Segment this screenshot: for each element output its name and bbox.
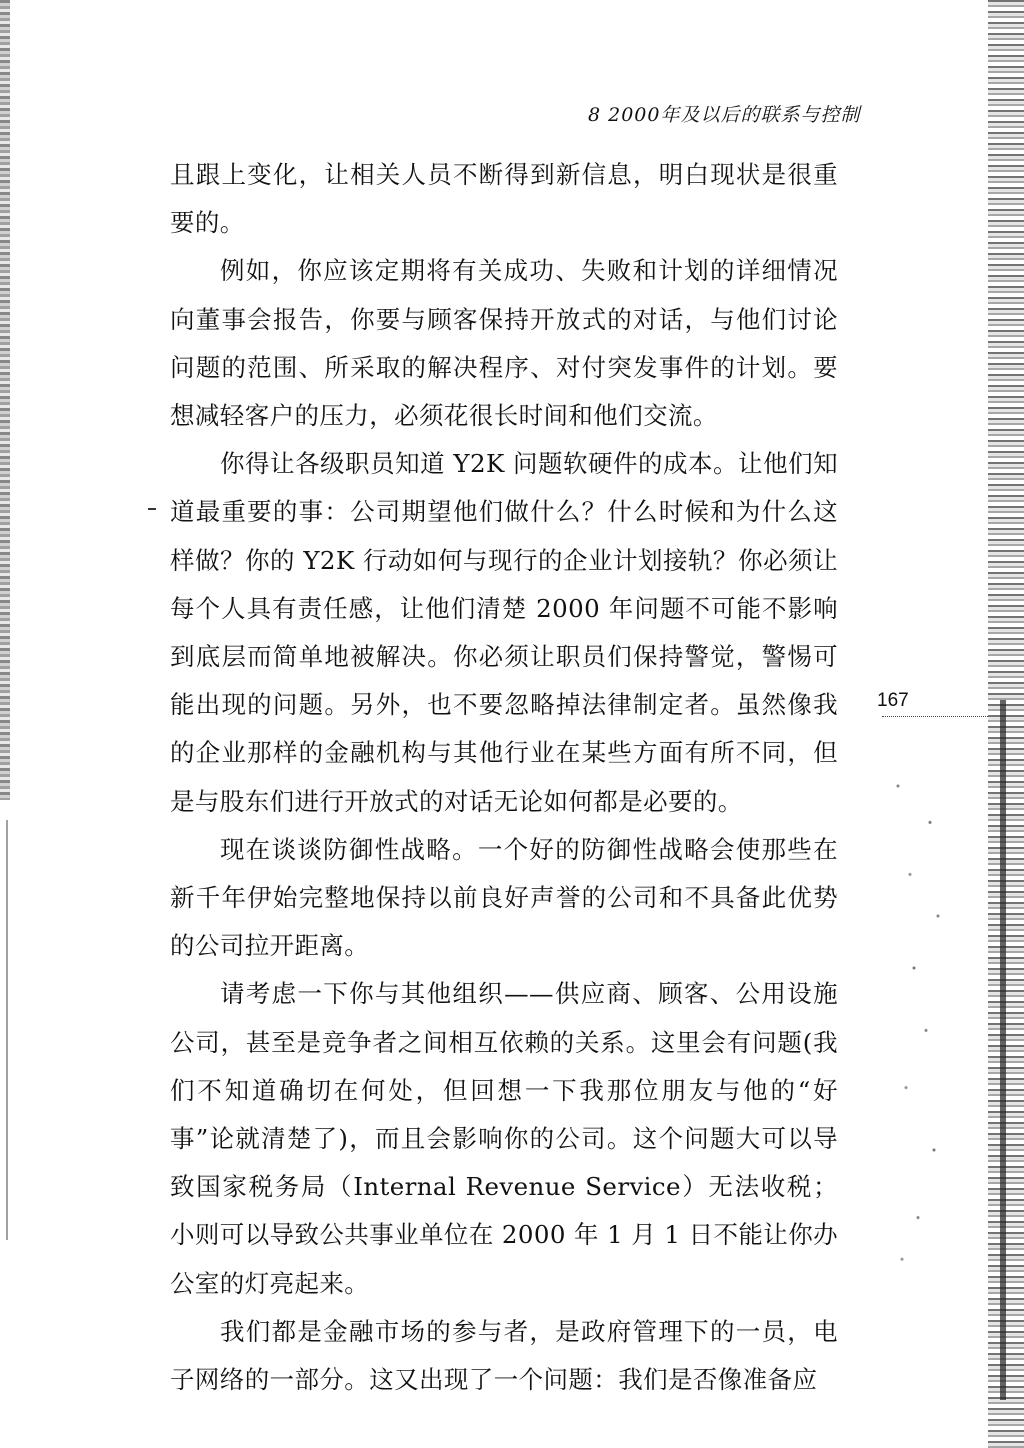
paragraph: 你得让各级职员知道 Y2K 问题软硬件的成本。让他们知道最重要的事：公司期望他们做什么？什么时候和为什么这样做？你的 Y2K 行动如何与现行的企业计划接轨？你必须让每个人具有责任感，让他们清楚 2000 年问题不可能不影响到底层而简单地被解决。你必须让职员们保持警觉，警惕可能出现的问题。另外，也不要忽略掉法律制定者。虽然像我的企业那样的金融机构与其他行业在某些方面有所不同，但是与股东们进行开放式的对话无论如何都是必要的。 xyxy=(170,449,838,816)
scan-edge-left xyxy=(0,0,10,800)
scan-noise xyxy=(882,760,962,1280)
paragraph-continued: 且跟上变化，让相关人员不断得到新信息，明白现状是很重要的。 xyxy=(170,160,838,238)
scan-edge-right xyxy=(988,0,1024,1448)
paragraph: 请考虑一下你与其他组织——供应商、顾客、公用设施公司，甚至是竞争者之间相互依赖的关系。这里会有问题(我们不知道确切在何处，但回想一下我那位朋友与他的“好事”论就清楚了)，而且会影响你的公司。这个问题大可以导致国家税务局（Internal Revenue Service）无法收税；小则可以导致公共事业单位在 2000 年 1 月 1 日不能让你办公室的灯亮起来。 xyxy=(170,979,838,1298)
page-number-rule xyxy=(882,716,988,717)
page-number: 167 xyxy=(877,690,909,711)
paragraph: 我们都是金融市场的参与者，是政府管理下的一员，电子网络的一部分。这又出现了一个问题：我们是否像准备应 xyxy=(170,1316,838,1395)
body-text xyxy=(170,151,838,1404)
margin-mark xyxy=(148,508,156,510)
paragraph: 现在谈谈防御性战略。一个好的防御性战略会使那些在新千年伊始完整地保持以前良好声誉的公司和不具备此优势的公司拉开距离。 xyxy=(170,834,838,961)
scan-edge-right-bar xyxy=(1000,700,1006,1400)
scan-edge-left-line xyxy=(6,820,8,1240)
paragraph: 例如，你应该定期将有关成功、失败和计划的详细情况向董事会报告，你要与顾客保持开放式的对话，与他们讨论问题的范围、所采取的解决程序、对付突发事件的计划。要想减轻客户的压力，必须花很长时间和他们交流。 xyxy=(170,256,838,431)
running-head: 8 2000年及以后的联系与控制 xyxy=(588,104,861,126)
